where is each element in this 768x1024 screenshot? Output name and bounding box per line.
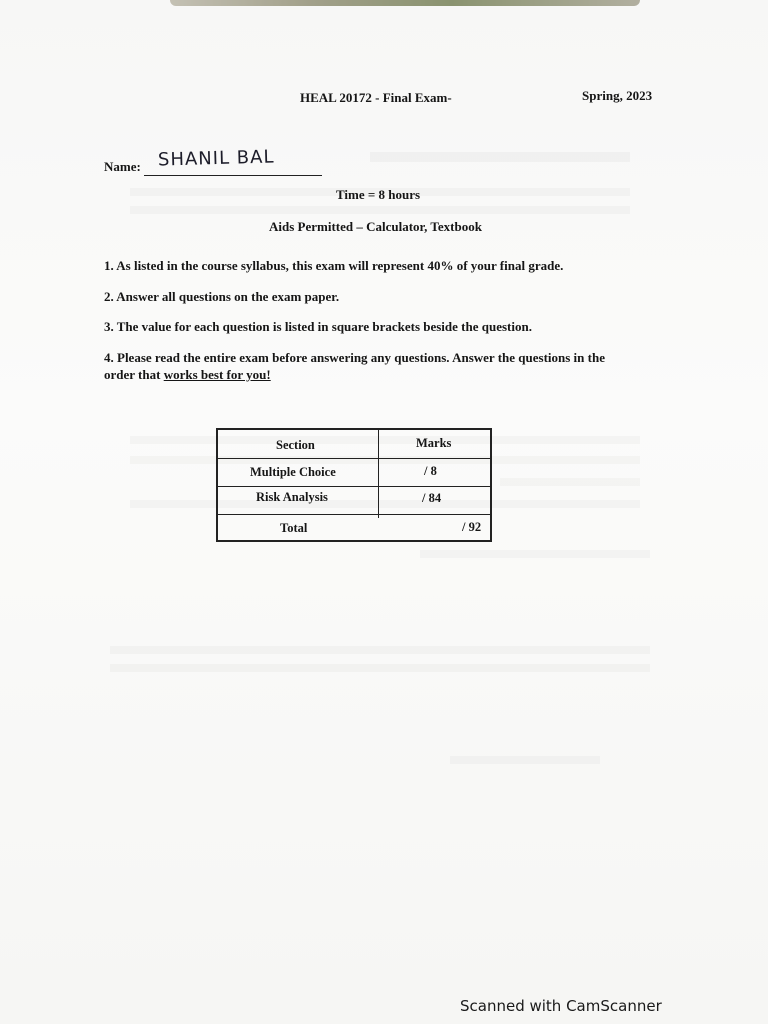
row-section: Risk Analysis — [256, 490, 328, 504]
table-row — [218, 487, 490, 515]
exam-duration: Time = 8 hours — [336, 187, 421, 202]
instruction-4 — [104, 349, 634, 383]
total-value: / 92 — [462, 520, 482, 534]
aids-permitted: Aids Permitted – Calculator, Textbook — [269, 219, 482, 234]
table-row — [218, 459, 490, 487]
student-name-handwritten: SHANIL BAL — [157, 146, 275, 171]
table-header-row — [218, 430, 490, 459]
table-total-row — [218, 515, 490, 540]
header-marks: Marks — [416, 436, 452, 450]
row-section: Multiple Choice — [250, 465, 336, 479]
name-underline — [144, 175, 322, 176]
header-section: Section — [276, 438, 315, 452]
scanner-watermark: Scanned with CamScanner — [460, 997, 662, 1015]
row-marks: / 84 — [422, 491, 442, 505]
instruction-4-underlined: works best for you! — [163, 367, 271, 382]
row-marks: / 8 — [424, 464, 437, 478]
name-label: Name: — [104, 159, 141, 174]
total-label: Total — [280, 521, 308, 535]
marks-table — [216, 428, 492, 542]
exam-term: Spring, 2023 — [582, 88, 653, 103]
instruction-2: 2. Answer all questions on the exam paper. — [104, 289, 340, 304]
scan-top-edge — [170, 0, 640, 6]
exam-title: HEAL 20172 - Final Exam- — [300, 90, 452, 105]
instruction-4-text: 4. Please read the entire exam before answering any questions. Answer the questions in the order that — [104, 350, 605, 382]
instruction-3: 3. The value for each question is listed in square brackets beside the question. — [104, 319, 532, 334]
table-column-divider — [378, 430, 379, 518]
instruction-1: 1. As listed in the course syllabus, this exam will represent 40% of your final grade. — [104, 258, 564, 273]
